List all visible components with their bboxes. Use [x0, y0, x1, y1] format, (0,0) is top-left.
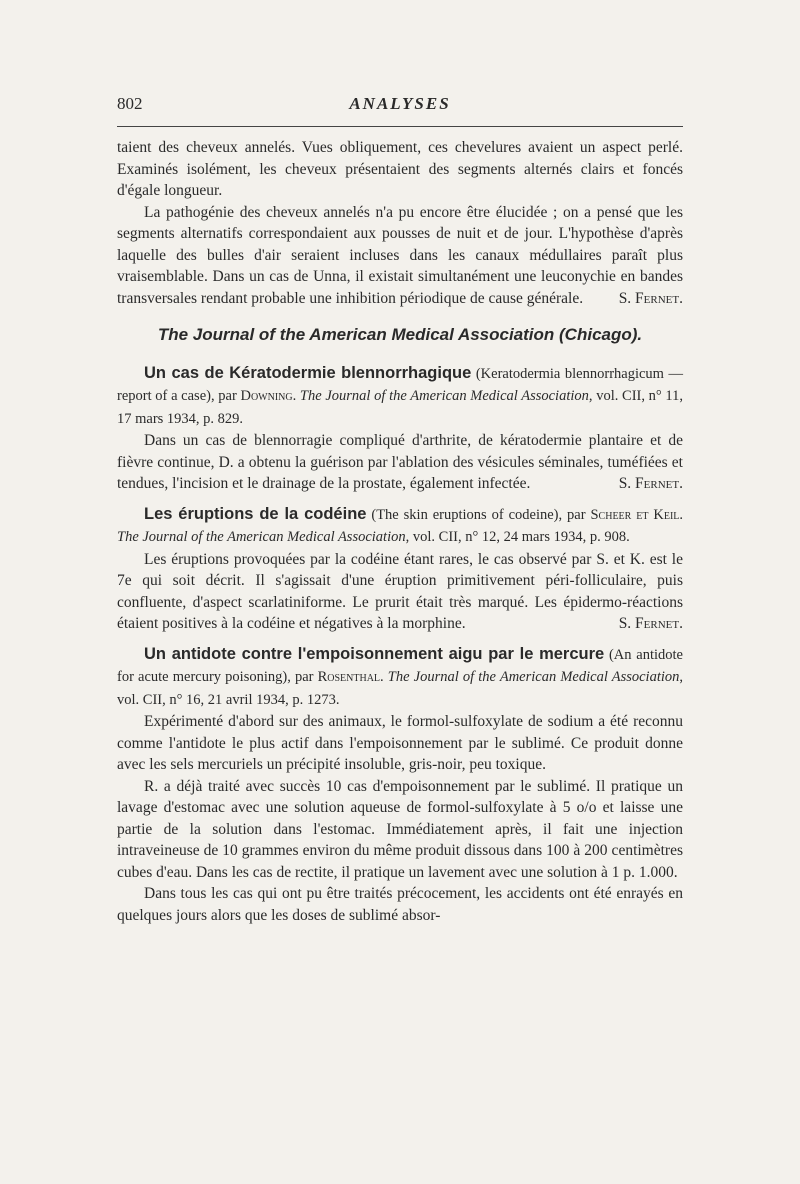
article-codeine: [117, 504, 683, 635]
article-paragraph: [117, 549, 683, 635]
article-paragraph: Expérimenté d'abord sur des animaux, le formol-sulfoxylate de sodium a été reconnu comme l'antidote le plus actif dans l'empoisonnement par le sublimé. Ce produit donne avec les sels mercuriels un précipité insoluble, gris-noir, peu toxique.: [117, 713, 683, 773]
article-subtitle: (Keratodermia blennorrhagicum — report of a case), par: [117, 365, 683, 404]
article-journal: The Journal of the American Medical Association: [299, 388, 589, 404]
article-title: Un cas de Kératodermie blennorrhagique: [144, 363, 472, 382]
article-journal: The Journal of the American Medical Association: [387, 669, 680, 685]
intro-paragraph-1: taient des cheveux annelés. Vues obliquement, ces chevelures avaient un aspect perlé. Examinés isolément, les cheveux présentaient des segments alternés clairs et foncés d'égale longueur.: [117, 139, 683, 199]
article-citation: , vol. CII, n° 11, 17 mars 1934, p. 829.: [117, 388, 683, 427]
page-header: [117, 94, 683, 116]
article-head: [117, 363, 683, 431]
article-mercure: [117, 644, 683, 927]
article-subtitle: (An antidote for acute mercury poisoning), par: [117, 646, 683, 685]
article-after-author: .: [292, 388, 300, 404]
article-signature: S. Fernet.: [618, 615, 683, 632]
article-head: [117, 504, 683, 549]
article-subtitle: (The skin eruptions of codeine), par: [366, 506, 591, 523]
article-title: Un antidote contre l'empoisonnement aigu par le mercure: [144, 644, 605, 663]
article-title: Les éruptions de la codéine: [144, 504, 367, 523]
article-paragraph-text: Les éruptions provoquées par la codéine étant rares, le cas observé par S. et K. est le 7e qui soit décrit. Il s'agissait d'une éruption primitivement péri-folliculaire, puis confluente, d'aspect scarlatiniforme. Le prurit était très marqué. Les épidermo-réactions étaient positives à la codéine et négatives à la morphine.: [117, 550, 683, 632]
intro-paragraph-2: [117, 202, 683, 310]
article-paragraph-text: Dans un cas de blennorragie compliqué d'arthrite, de kératodermie plantaire et de fièvre continue, D. a obtenu la guérison par l'ablation des vésicules séminales, tuméfiées et tendues, l'incision et le drainage de la prostate, également infectée.: [117, 432, 683, 492]
intro-signature: S. Fernet.: [618, 289, 683, 307]
intro-paragraph-2-text: La pathogénie des cheveux annelés n'a pu encore être élucidée ; on a pensé que les segments alternatifs correspondaient aux pousses de nuit et de jour. L'hypothèse d'après laquelle des bulles d'air seraient incluses dans les canaux médullaires paraît plus vraisemblable. Dans un cas de Unna, il existait simultanément une leuconychie en bandes transversales rendant probable une inhibition périodique de cause générale.: [117, 203, 683, 307]
article-signature: S. Fernet.: [618, 475, 683, 492]
article-citation: , vol. CII, n° 12, 24 mars 1934, p. 908.: [405, 529, 630, 545]
article-citation: , vol. CII, n° 16, 21 avril 1934, p. 1273.: [117, 669, 684, 708]
journal-heading: The Journal of the American Medical Association (Chicago).: [157, 325, 643, 344]
article-author: Downing: [240, 388, 293, 404]
header-rule: [117, 126, 683, 127]
running-title: ANALYSES: [349, 94, 451, 113]
article-paragraph: R. a déjà traité avec succès 10 cas d'empoisonnement par le sublimé. Il pratique un lavage d'estomac avec une solution aqueuse de formol-sulfoxylate à 5 o/o et laisse une partie de la solution dans l'estomac. Immédiatement après, il fait une injection intraveineuse de 10 grammes environ du même produit dissous dans 100 à 200 centimètres cubes d'eau. Dans les cas de rectite, il pratique un lavement avec une solution à 1 p. 1.000.: [117, 777, 683, 881]
article-journal: The Journal of the American Medical Association: [117, 529, 406, 545]
article-after-author: .: [380, 669, 388, 685]
page-content: [117, 137, 683, 926]
article-paragraph: [117, 430, 683, 495]
article-paragraph: Dans tous les cas qui ont pu être traités précocement, les accidents ont été enrayés en quelques jours alors que les doses de sublimé absor-: [117, 885, 683, 924]
article-author: Scheer et Keil: [590, 506, 680, 523]
article-head: [117, 644, 683, 712]
article-keratodermie: [117, 363, 683, 495]
page-number: 802: [117, 94, 143, 113]
article-after-author: .: [679, 506, 684, 523]
article-author: Rosenthal: [317, 669, 381, 685]
